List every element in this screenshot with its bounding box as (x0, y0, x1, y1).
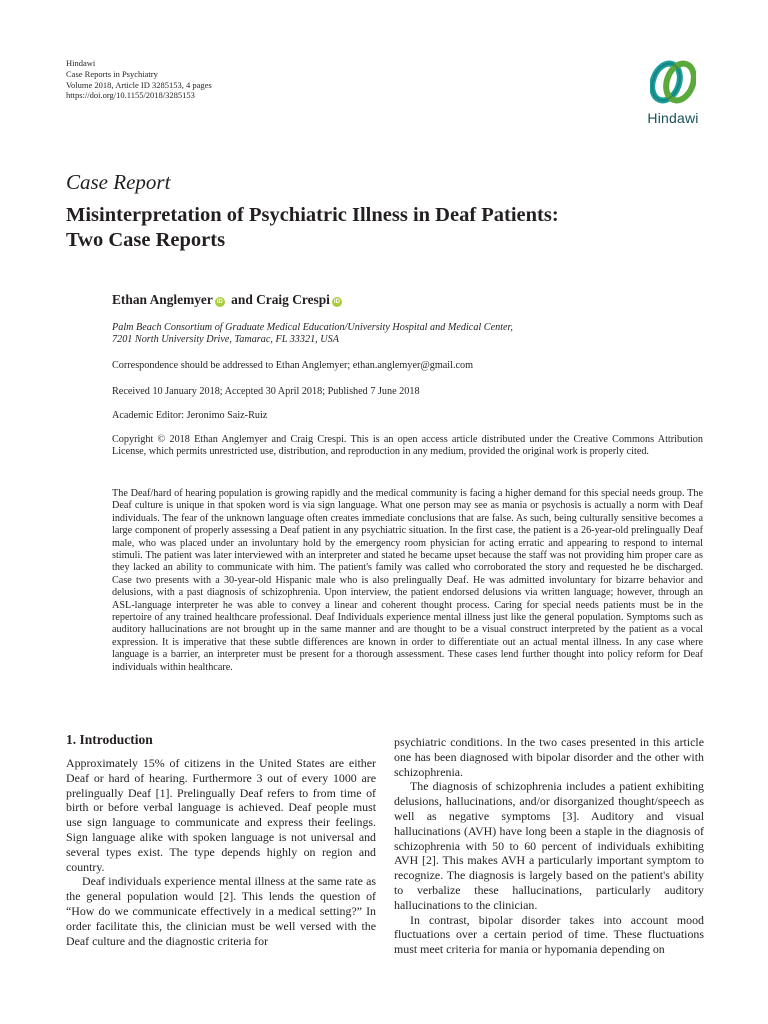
publisher-name: Hindawi (66, 58, 96, 68)
section-heading: 1. Introduction (66, 732, 153, 747)
publication-dates: Received 10 January 2018; Accepted 30 April 2018; Published 7 June 2018 (112, 386, 420, 397)
author-name[interactable]: Craig Crespi (256, 292, 330, 307)
academic-editor: Academic Editor: Jeronimo Saiz-Ruiz (112, 410, 268, 421)
affiliation (112, 322, 513, 347)
paragraph: The diagnosis of schizophrenia includes a patient exhibiting delusions, hallucinations, and/or disorganized thought/speech as well as negative symptoms [3]. Auditory and visual hallucinations (AVH) have long been a staple in the diagnosis of schizophrenia with 50 to 60 percent of individuals exhibiting AVH [2]. This makes AVH a particularly important symptom to recognize. The diagnosis is largely based on the patient's ability to verbalize these hallucinations, particularly auditory hallucinations to the clinician. (394, 779, 704, 912)
orcid-icon[interactable]: iD (216, 299, 223, 305)
author-list (112, 292, 345, 308)
article-title (66, 203, 706, 253)
abstract: The Deaf/hard of hearing population is growing rapidly and the medical community is facing a higher demand for this special needs group. The Deaf culture is unique in that spoken word is via sign language. What one person may see as mania or psychosis is actually a norm with Deaf individuals. The fear of the unknown language often creates immediate conclusions that are false. As such, being culturally sensitive becomes a large component of properly assessing a Deaf patient in any psychiatric situation. In the first case, the patient is a 26-year-old prelingually Deaf male, who was placed under an involuntary hold by the emergency room physician for acting erratic and appearing to respond to internal stimuli. The patient was later interviewed with an interpreter and stated he became upset because the staff was not providing him proper care as they lacked an ability to communicate with him. The patient's family was called who corroborated the story and requested he be discharged. Case two presents with a 30-year-old Hispanic male who is also prelingually Deaf. He was admitted involuntary for bizarre behavior and delusions, with a past diagnosis of schizophrenia. Upon interview, the patient endorsed delusions via written language; however, through an ASL-language interpreter he was able to convey a linear and coherent thought process. Caring for special needs patients must be in the repertoire of any trained healthcare professional. Deaf Individuals experience mental illness just like the general population. Symptoms such as auditory hallucinations are not brought up in the same manner and are thought to be a visual construct interpreted by the patient as a vocal expression. It is imperative that these subtle differences are known in order to differentiate out an actual mental illness. In any case where language is a barrier, an interpreter must be present for a thorough assessment. These cases lend further thought into policy reform for Deaf individuals within healthcare. (112, 488, 703, 673)
doi-link[interactable]: https://doi.org/10.1155/2018/3285153 (66, 90, 195, 101)
journal-metadata (66, 58, 212, 101)
title-line-1: Misinterpretation of Psychiatric Illness in Deaf Patients: (66, 204, 559, 226)
affiliation-line-2: 7201 North University Drive, Tamarac, FL 33321, USA (112, 334, 339, 346)
left-column (66, 756, 376, 948)
author-name[interactable]: Ethan Anglemyer (112, 292, 213, 307)
journal-name: Case Reports in Psychiatry (66, 68, 158, 79)
title-line-2: Two Case Reports (66, 229, 226, 251)
copyright-notice: Copyright © 2018 Ethan Anglemyer and Craig Crespi. This is an open access article distributed under the Creative Commons Attribution License, which permits unrestricted use, distribution, and reproduction in any medium, provided the original work is properly cited. (112, 434, 703, 458)
affiliation-line-1: Palm Beach Consortium of Graduate Medical Education/University Hospital and Medical Center, (112, 322, 513, 333)
hindawi-logo-icon (650, 56, 696, 108)
paragraph: Deaf individuals experience mental illness at the same rate as the general population would [2]. This lends the question of “How do we communicate effectively in a medical setting?” In order facilitate this, the clinician must be well versed with the Deaf culture and the diagnostic criteria for (66, 874, 376, 948)
paragraph: In contrast, bipolar disorder takes into account mood fluctuations over a certain period of time. These fluctuations must meet criteria for mania or hypomania depending on (394, 912, 704, 957)
article-type: Case Report (66, 170, 171, 194)
correspondence: Correspondence should be addressed to Ethan Anglemyer; ethan.anglemyer@gmail.com (112, 360, 474, 371)
right-column (394, 735, 704, 957)
volume-info: Volume 2018, Article ID 3285153, 4 pages (66, 79, 212, 90)
logo-wordmark: Hindawi (647, 110, 699, 126)
paragraph: Approximately 15% of citizens in the United States are either Deaf or hard of hearing. Furthermore 3 out of every 1000 are prelingually Deaf [1]. Prelingually Deaf refers to from time of birth or before verbal language is achieved. Deaf people must use sign language to communicate and express their feelings. Sign language alike with spoken language is not universal and several types exist. The type depends highly on region and country. (66, 756, 376, 874)
author-joiner: and (231, 292, 253, 307)
orcid-icon[interactable]: iD (333, 299, 340, 305)
paragraph: psychiatric conditions. In the two cases presented in this article one has been diagnosed with bipolar disorder and the other with schizophrenia. (394, 735, 704, 779)
hindawi-logo (636, 56, 710, 134)
